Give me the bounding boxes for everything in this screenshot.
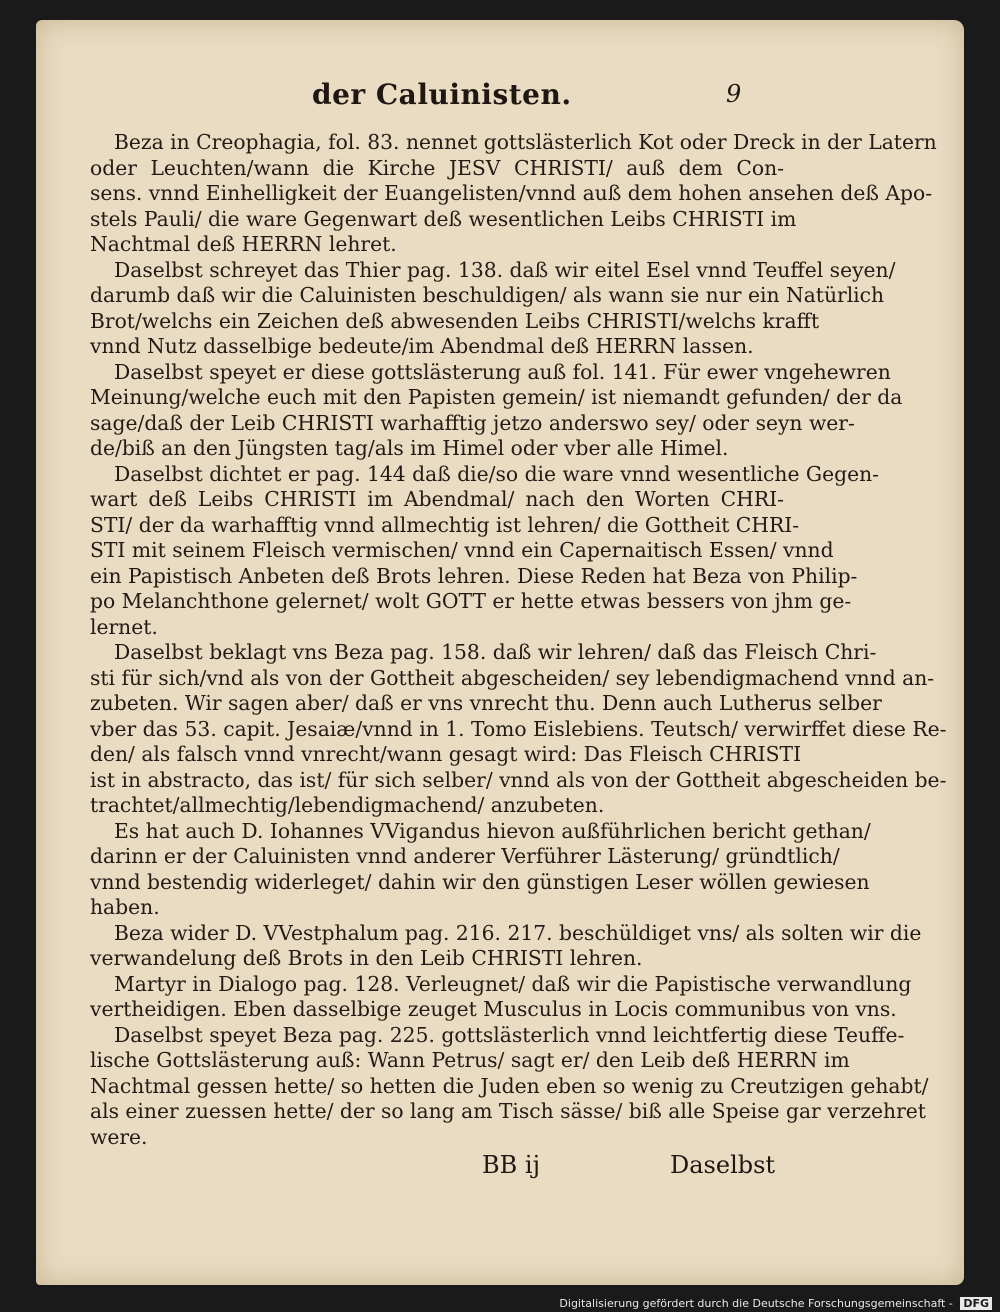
text-line: ist in abstracto, das ist/ für sich selber/ vnnd als von der Gottheit abgescheiden be- (90, 767, 947, 792)
text-line: wart deß Leibs CHRISTI im Abendmal/ nach den Worten CHRI- (90, 487, 784, 511)
text-line: lische Gottslästerung auß: Wann Petrus/ sagt er/ den Leib deß HERRN im (90, 1048, 850, 1072)
page-number: 9 (726, 80, 742, 108)
text-line: de/biß an den Jüngsten tag/als im Himel oder vber alle Himel. (90, 436, 729, 460)
text-line: Nachtmal gessen hette/ so hetten die Juden eben so wenig zu Creutzigen gehabt/ (90, 1073, 929, 1098)
text-line: lernet. (90, 614, 158, 639)
signature-mark: BB ij (482, 1151, 541, 1179)
text-line: zubeten. Wir sagen aber/ daß er vns vnrecht thu. Denn auch Lutherus selber (90, 691, 882, 715)
text-line: als einer zuessen hette/ der so lang am Tisch sässe/ biß alle Speise gar verzehret (90, 1099, 926, 1123)
text-line: darinn er der Caluinisten vnnd anderer Verführer Lästerung/ gründtlich/ (90, 844, 840, 868)
text-line: sage/daß der Leib CHRISTI warhafftig jetzo anderswo sey/ oder seyn wer- (90, 410, 855, 435)
text-line: Daselbst beklagt vns Beza pag. 158. daß wir lehren/ daß das Fleisch Chri- (114, 640, 877, 664)
text-line: po Melanchthone gelernet/ wolt GOTT er hette etwas bessers von jhm ge- (90, 589, 852, 613)
credit-text: Digitalisierung gefördert durch die Deutsche Forschungsgemeinschaft - (559, 1297, 953, 1310)
text-line: den/ als falsch vnnd vnrecht/wann gesagt wird: Das Fleisch CHRISTI (90, 742, 802, 766)
text-line: verwandelung deß Brots in den Leib CHRISTI lehren. (90, 946, 643, 970)
text-line: ein Papistisch Anbeten deß Brots lehren. Diese Reden hat Beza von Philip- (90, 563, 858, 588)
text-line: Daselbst speyet Beza pag. 225. gottslästerlich vnnd leichtfertig diese Teuffe- (114, 1022, 905, 1047)
page-footer (36, 1151, 964, 1183)
text-line: Beza wider D. VVestphalum pag. 216. 217. beschüldiget vns/ als solten wir die (114, 920, 922, 945)
text-line: Nachtmal deß HERRN lehret. (90, 232, 397, 256)
text-line: Martyr in Dialogo pag. 128. Verleugnet/ daß wir die Papistische verwandlung (114, 971, 912, 996)
text-line: Daselbst speyet er diese gottslästerung auß fol. 141. Für ewer vngehewren (114, 359, 891, 384)
text-line: vertheidigen. Eben dasselbige zeuget Musculus in Locis communibus von vns. (90, 997, 897, 1021)
text-line: Brot/welchs ein Zeichen deß abwesenden Leibs CHRISTI/welchs krafft (90, 308, 820, 333)
text-line: STI mit seinem Fleisch vermischen/ vnnd ein Capernaitisch Essen/ vnnd (90, 538, 834, 562)
text-line: Daselbst schreyet das Thier pag. 138. daß wir eitel Esel vnnd Teuffel seyen/ (114, 257, 896, 282)
running-header (36, 78, 964, 118)
running-title: der Caluinisten. (312, 78, 572, 111)
catchword: Daselbst (670, 1151, 776, 1179)
text-line: STI/ der da warhafftig vnnd allmechtig ist lehren/ die Gottheit CHRI- (90, 512, 800, 537)
text-line: Meinung/welche euch mit den Papisten gemein/ ist niemandt gefunden/ der da (90, 385, 903, 409)
digitization-credit (559, 1297, 992, 1310)
text-line: Daselbst dichtet er pag. 144 daß die/so die ware vnnd wesentliche Gegen- (114, 461, 880, 486)
text-line: trachtet/allmechtig/lebendigmachend/ anzubeten. (90, 793, 605, 817)
text-line: sens. vnnd Einhelligkeit der Euangelisten/vnnd auß dem hohen ansehen deß Apo- (90, 181, 933, 205)
text-line: vnnd bestendig widerleget/ dahin wir den günstigen Leser wöllen gewiesen (90, 869, 870, 894)
book-page (36, 20, 964, 1285)
text-line: vnnd Nutz dasselbige bedeute/im Abendmal deß HERRN lassen. (90, 334, 754, 358)
text-line: were. (90, 1124, 148, 1149)
text-line: oder Leuchten/wann die Kirche JESV CHRISTI/ auß dem Con- (90, 155, 784, 180)
dfg-logo: DFG (960, 1297, 992, 1310)
text-line: Beza in Creophagia, fol. 83. nennet gottslästerlich Kot oder Dreck in der Latern (114, 130, 937, 154)
text-line: darumb daß wir die Caluinisten beschuldigen/ als wann sie nur ein Natürlich (90, 283, 885, 307)
text-line: vber das 53. capit. Jesaiæ/vnnd in 1. Tomo Eislebiens. Teutsch/ verwirffet diese Re- (90, 716, 947, 741)
text-line: haben. (90, 895, 160, 919)
text-line: sti für sich/vnd als von der Gottheit abgescheiden/ sey lebendigmachend vnnd an- (90, 665, 935, 690)
text-line: stels Pauli/ die ware Gegenwart deß wesentlichen Leibs CHRISTI im (90, 206, 797, 231)
body-text (90, 130, 947, 1150)
text-line: Es hat auch D. Iohannes VVigandus hievon außführlichen bericht gethan/ (114, 818, 871, 843)
